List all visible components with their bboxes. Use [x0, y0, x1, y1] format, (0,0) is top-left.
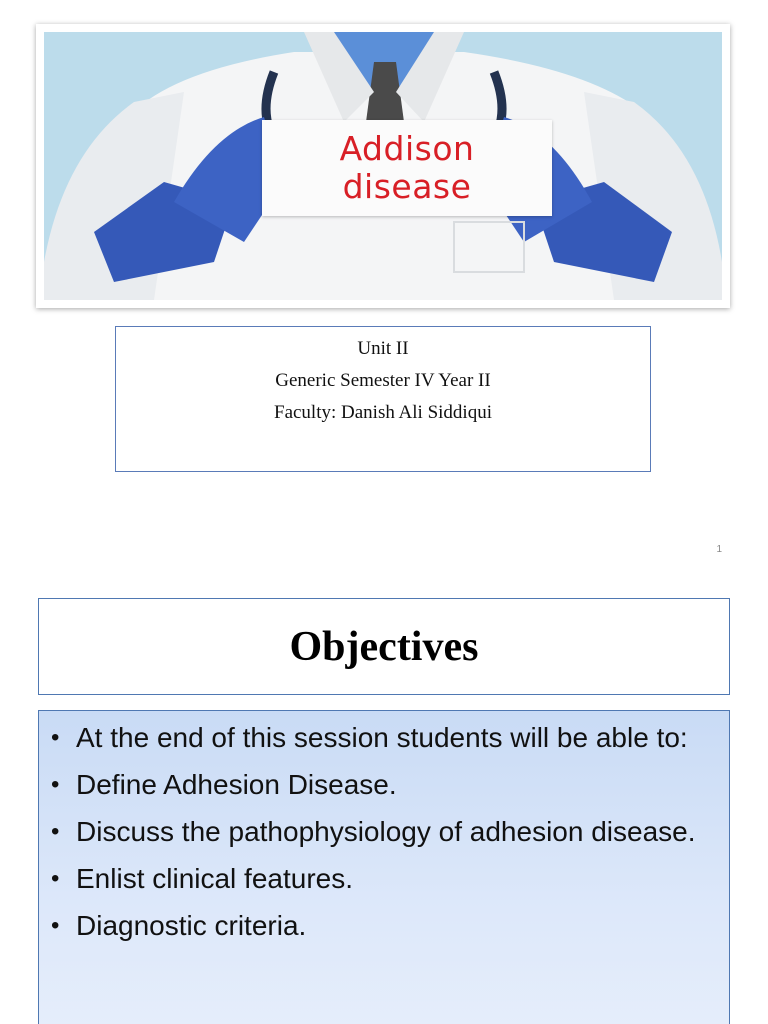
slide-2 [0, 570, 768, 1024]
list-item [47, 764, 717, 806]
list-item [47, 717, 717, 759]
slide-number: 1 [716, 544, 722, 555]
list-item [47, 811, 717, 853]
list-item-text: Diagnostic criteria. [76, 910, 307, 941]
cover-photo [44, 32, 722, 300]
list-item [47, 858, 717, 900]
bullet-icon: • [51, 912, 60, 939]
list-item-text: Enlist clinical features. [76, 863, 354, 894]
bullet-icon: • [51, 771, 60, 798]
unit-label: Unit II [357, 338, 409, 359]
semester-label: Generic Semester IV Year II [275, 370, 491, 391]
list-item [47, 905, 717, 947]
sign-line-1: Addison [339, 129, 475, 168]
cover-photo-frame [36, 24, 730, 308]
title-box [38, 598, 730, 695]
list-item-text: Discuss the pathophysiology of adhesion disease. [76, 816, 696, 847]
addison-disease-sign [262, 120, 552, 216]
course-info-box [115, 326, 651, 472]
list-item-text: At the end of this session students will be able to: [76, 722, 688, 753]
bullet-icon: • [51, 724, 60, 751]
objectives-list [47, 717, 717, 947]
bullet-icon: • [51, 865, 60, 892]
bullet-icon: • [51, 818, 60, 845]
objectives-content [38, 710, 730, 1024]
slide-title: Objectives [289, 624, 479, 670]
faculty-label: Faculty: Danish Ali Siddiqui [274, 402, 492, 423]
sign-line-2: disease [342, 167, 472, 206]
list-item-text: Define Adhesion Disease. [76, 769, 397, 800]
